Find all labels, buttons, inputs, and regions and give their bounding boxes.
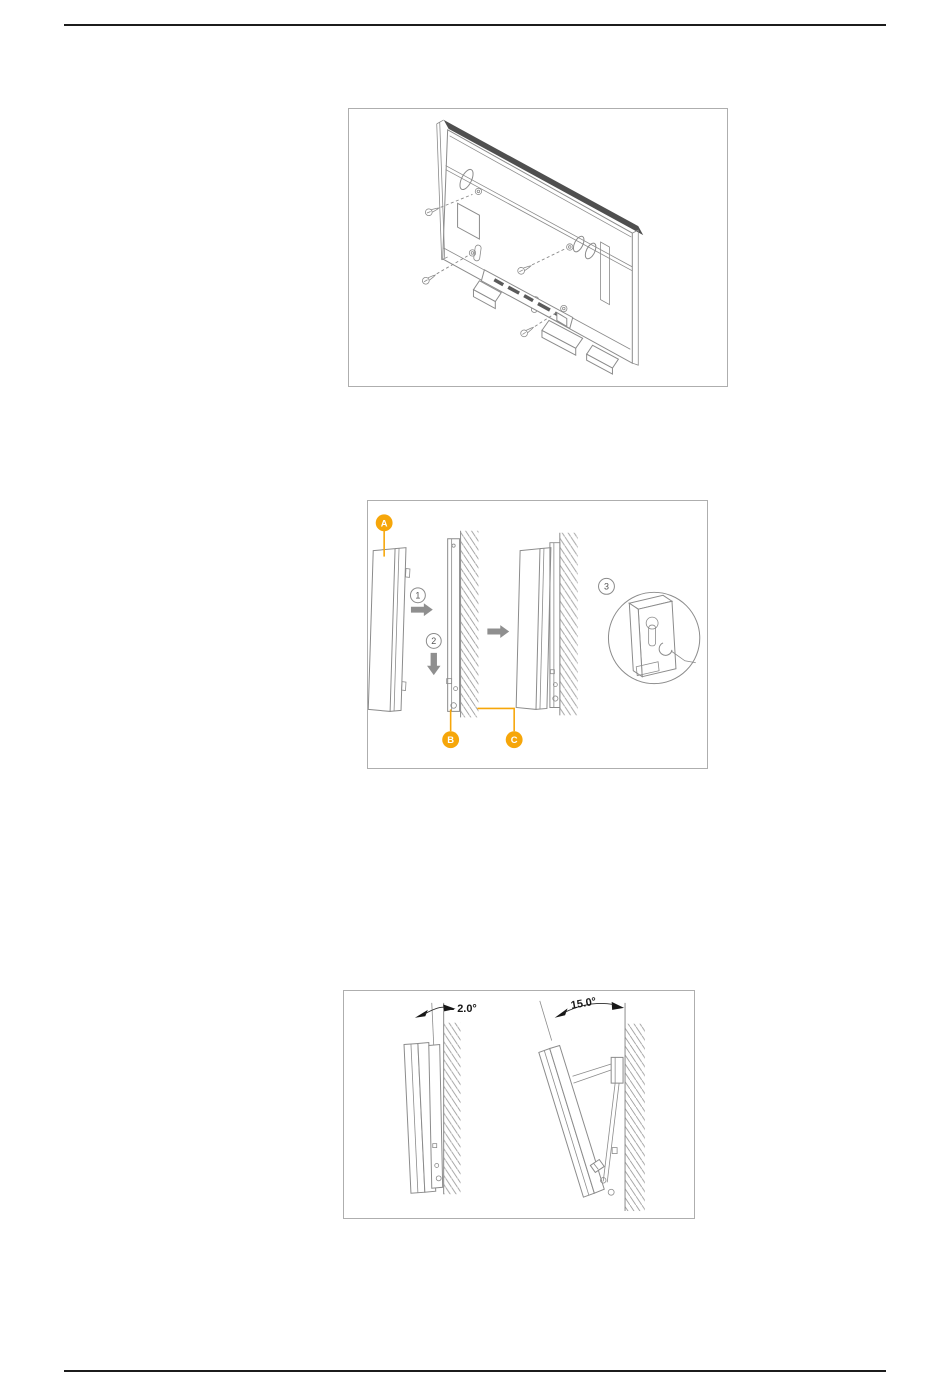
header-rule [64,24,886,26]
screw-icon [424,205,440,217]
stand-feet [473,281,618,374]
callout-c-label: C [510,734,518,746]
wall-hatching [560,533,578,716]
wallmount-illustration [368,501,705,766]
wall-hatching [625,1024,645,1211]
wall-bracket [447,531,479,718]
callout-c-badge [506,731,523,748]
wall-hatching [444,1023,461,1194]
footer-rule [64,1370,886,1372]
callout-a-badge [376,514,393,531]
screw-icon [517,263,533,276]
figure-rear-view-screws [348,108,728,387]
label-sticker [458,203,480,239]
tilt-illustration [344,991,692,1216]
transfer-arrow-icon [487,625,509,638]
callout-a-label: A [380,517,388,529]
step-1-marker [410,588,432,616]
wall-hatching [461,531,479,718]
callout-b-label: B [447,734,455,746]
panel-detached [368,548,410,712]
hook-detail-view [608,592,699,683]
dimension-arrowhead [415,1010,428,1018]
callout-c-connector [477,708,514,731]
down-arrow-icon [427,653,440,675]
svg-text:3: 3 [603,581,609,592]
svg-text:2: 2 [431,636,437,647]
right-arrow-icon [411,603,433,616]
screw-icon [519,325,535,338]
angle-min-label: - 2.0° [450,1002,477,1015]
callout-b-badge [442,731,459,748]
dimension-arrowhead [555,1008,568,1017]
dimension-arrowhead [612,1002,624,1010]
handle-slot [571,235,586,254]
angle-max-label: 15.0° [569,995,598,1012]
svg-text:1: 1 [415,590,421,601]
figure-wallmount-steps [367,500,708,769]
step-3-marker [599,578,615,594]
handle-slot [457,167,475,191]
screw-icon [421,272,437,285]
tilt-back-diagram [404,1003,477,1194]
tilt-forward-diagram [539,996,645,1212]
step-2-marker [426,634,441,676]
figure-tilt-angles [343,990,695,1219]
tv-rear-illustration [349,109,725,384]
panel-mounted [516,533,578,716]
